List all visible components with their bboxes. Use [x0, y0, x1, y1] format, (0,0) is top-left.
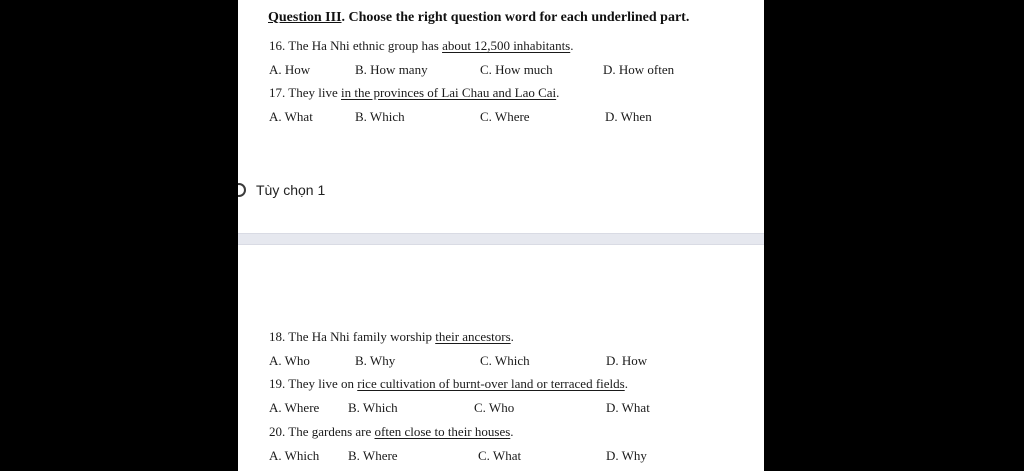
option-d: D. What [606, 400, 650, 415]
underlined-part: often close to their houses [374, 424, 511, 439]
option-d: D. When [605, 109, 652, 124]
question-17: 17. They live in the provinces of Lai Chau and Lao Cai. [269, 85, 560, 100]
option-c: C. What [478, 448, 522, 463]
option-b: B. Where [348, 448, 398, 463]
underlined-part: rice cultivation of burnt-over land or terraced fields [357, 376, 625, 391]
option-b: B. Which [348, 400, 398, 415]
option-a: A. Who [269, 353, 310, 368]
underlined-part: in the provinces of Lai Chau and Lao Cai [340, 85, 557, 100]
radio-button[interactable] [238, 183, 246, 197]
option-d: D. How [606, 353, 648, 368]
underlined-part: their ancestors [435, 329, 511, 344]
option-c: C. Who [474, 400, 515, 415]
option-a: A. How [269, 62, 311, 77]
option-d: D. Why [606, 448, 647, 463]
section-heading-label: Question III [268, 10, 342, 25]
option-a: A. Where [269, 400, 320, 415]
question-19: 19. They live on rice cultivation of burnt-over land or terraced fields. [269, 376, 628, 391]
option-c: C. Where [480, 109, 530, 124]
question-18: 18. The Ha Nhi family worship their ancestors. [269, 329, 514, 344]
underlined-part: about 12,500 inhabitants [442, 38, 571, 53]
option-b: B. How many [355, 62, 428, 77]
answer-option-label: Tùy chọn 1 [256, 182, 326, 198]
option-d: D. How often [603, 62, 675, 77]
option-a: A. Which [269, 448, 320, 463]
option-b: B. Which [355, 109, 405, 124]
option-c: C. How much [480, 62, 553, 77]
question-image-bottom [238, 245, 764, 471]
option-c: C. Which [480, 353, 530, 368]
question-20: 20. The gardens are often close to their houses. [269, 424, 514, 439]
question-16: 16. The Ha Nhi ethnic group has about 12,500 inhabitants. [269, 38, 574, 53]
option-b: B. Why [355, 353, 396, 368]
section-heading-text: . Choose the right question word for each underlined part. [341, 10, 690, 25]
question-image-top [238, 0, 764, 233]
answer-option-1[interactable] [238, 180, 325, 200]
option-a: A. What [269, 109, 313, 124]
section-heading [268, 10, 689, 26]
section-divider [238, 233, 764, 245]
